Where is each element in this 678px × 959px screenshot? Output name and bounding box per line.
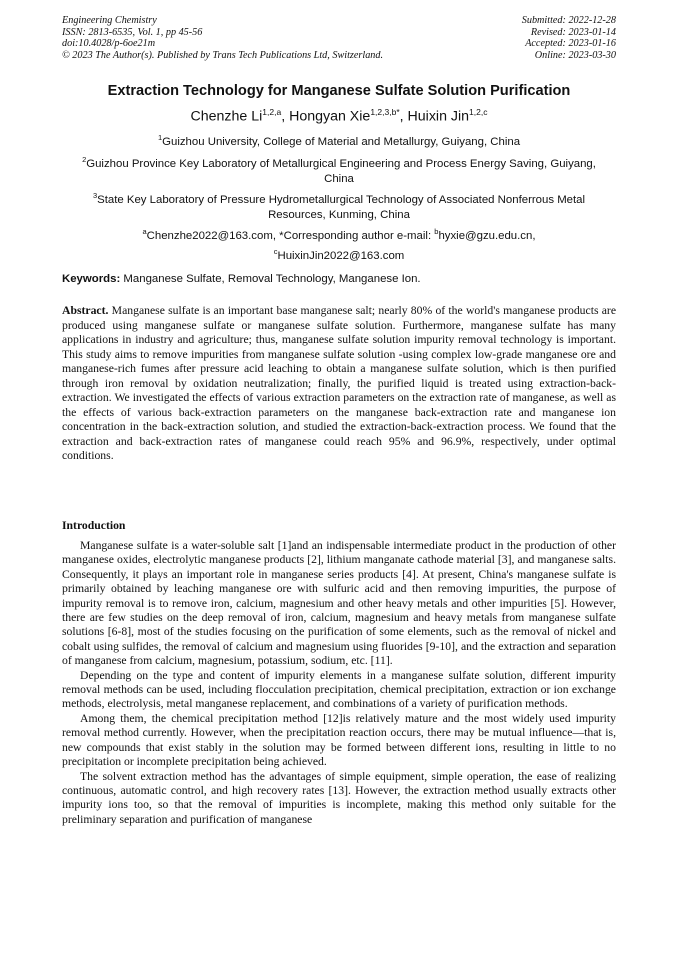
journal-name: Engineering Chemistry: [62, 15, 157, 26]
copyright: © 2023 The Author(s). Published by Trans Tech Publications Ltd, Switzerland.: [62, 49, 384, 61]
keywords-text: Manganese Sulfate, Removal Technology, Manganese Ion.: [123, 273, 421, 285]
author-affiliation-mark: 1,2,c: [469, 107, 488, 117]
email-c[interactable]: HuixinJin2022@163.com: [277, 249, 405, 262]
affiliation-2: $^2$Guizhou Province Key Laboratory of Metallurgical Engineering and Process Energy Saving, Guiyang, China: [82, 155, 596, 185]
author-name: Huixin Jin: [407, 108, 470, 125]
header-right: [522, 15, 616, 61]
paper-title: Extraction Technology for Manganese Sulfate Solution Purification: [107, 83, 571, 99]
author-affiliation-mark: 1,2,3,b*: [370, 107, 400, 117]
section-heading-introduction: Introduction: [62, 519, 126, 532]
abstract-label: Abstract.: [62, 304, 109, 317]
abstract-text: Manganese sulfate is an important base manganese salt; nearly 80% of the world's manganese products are produced using manganese sulfate or manganese sulfate solution. Furthermore, manganese sulfate has many applications in industry and agriculture; thus, manganese sulfate solution impurity removal technology is important. This study aims to remove impurities from manganese sulfate solution -using complex low-grade manganese ore and manganese-rich fumes after pressure acid leaching to obtain a manganese sulfate solution, which is then purified through iron removal by oxidation neutralization; finally, the purified liquid is treated using extraction-back-extraction. We investigated the effects of various extraction parameters on the extraction rate of manganese, as well as the effects of various back-extraction parameters on the manganese back-extraction rate and manganese ion concentration in the back-extraction solution, and studied the extraction-back-extraction process. We found that the extraction and back-extraction rates of manganese could reach 95% and 96.9%, respectively, under optimal conditions.: [62, 304, 617, 462]
introduction-body: [62, 539, 616, 827]
accepted-date: Accepted: 2023-01-16: [525, 38, 616, 50]
author-affiliation-mark: 1,2,a: [262, 107, 282, 117]
abstract: [62, 304, 616, 464]
author-list: Chenzhe Li$^{1,2,a}$, Hongyan Xie$^{1,2,3,b*}$, Huixin Jin$^{1,2,c}$: [190, 107, 488, 125]
paragraph: Manganese sulfate is a water-soluble salt [1]and an indispensable intermediate product in the production of other manganese oxides, electrolytic manganese products [2], lithium manganate cathode material [3], and manganese salts. Consequently, it plays an important role in manganese series products [4]. At present, China's manganese sulfate is primarily obtained by leaching manganese ore with sulfuric acid and then removing impurities, the purpose of impurity removal is to remove iron, calcium, magnesium and other heavy metals and other impurities [5]. However, there are few studies on the deep removal of iron, calcium, magnesium and heavy metals from manganese sulfate solutions [6-8], most of the studies focusing on the purification of some elements, such as the removal of nickel and cobalt using sulfides, the removal of calcium and magnesium using fluorides [9-10], and the extraction and separation of manganese from calcium, magnesium, potassium, sodium, etc. [11].: [62, 539, 616, 668]
paragraph: Among them, the chemical precipitation method [12]is relatively mature and the most widely used impurity removal method currently. However, when the precipitation reaction occurs, there may be mutual influence—that is, new compounds that exist stably in the solution may be formed between different ions, resulting in little to no precipitation or incomplete precipitation being achieved.: [62, 711, 616, 769]
header-left: [62, 15, 383, 61]
affiliation-3: $^3$State Key Laboratory of Pressure Hydrometallurgical Technology of Associated Nonferrous Metal Resources, Kunming, China: [92, 191, 586, 221]
email-b[interactable]: hyxie@gzu.edu.cn,: [438, 229, 536, 242]
author-name: Chenzhe Li: [190, 108, 263, 125]
paragraph: The solvent extraction method has the advantages of simple equipment, simple operation, the ease of realizing continuous, automatic control, and high recovery rates [13]. However, the extraction method usually extracts other impurity ions too, so that the removal of impurities is incomplete, making this method only suitable for the preliminary separation and purification of manganese: [62, 769, 616, 826]
author-emails: $^a$Chenzhe2022@163.com, *Corresponding author e-mail: $^b$hyxie@gzu.edu.cn, $^c$HuixinJin2022@163.com: [142, 227, 536, 262]
keywords: [62, 273, 616, 285]
revised-date: Revised: 2023-01-14: [530, 26, 616, 38]
email-a[interactable]: Chenzhe2022@163.com, *Corresponding author e-mail:: [146, 229, 435, 242]
affiliation-1: $^1$Guizhou University, College of Material and Metallurgy, Guiyang, China: [157, 133, 521, 148]
online-date: Online: 2023-03-30: [534, 49, 616, 61]
submitted-date: Submitted: 2022-12-28: [521, 15, 616, 26]
paragraph: Depending on the type and content of impurity elements in a manganese sulfate solution, different impurity removal methods can be used, including flocculation precipitation, chemical precipitation, extraction or ion exchange methods, electrolysis, metal manganese replacement, and combinations of a variety of purification methods.: [62, 668, 616, 711]
keywords-label: Keywords:: [62, 273, 121, 285]
author-name: Hongyan Xie: [289, 108, 371, 125]
doi[interactable]: doi:10.4028/p-6oe21m: [62, 38, 156, 50]
issn: ISSN: 2813-6535, Vol. 1, pp 45-56: [62, 26, 203, 38]
